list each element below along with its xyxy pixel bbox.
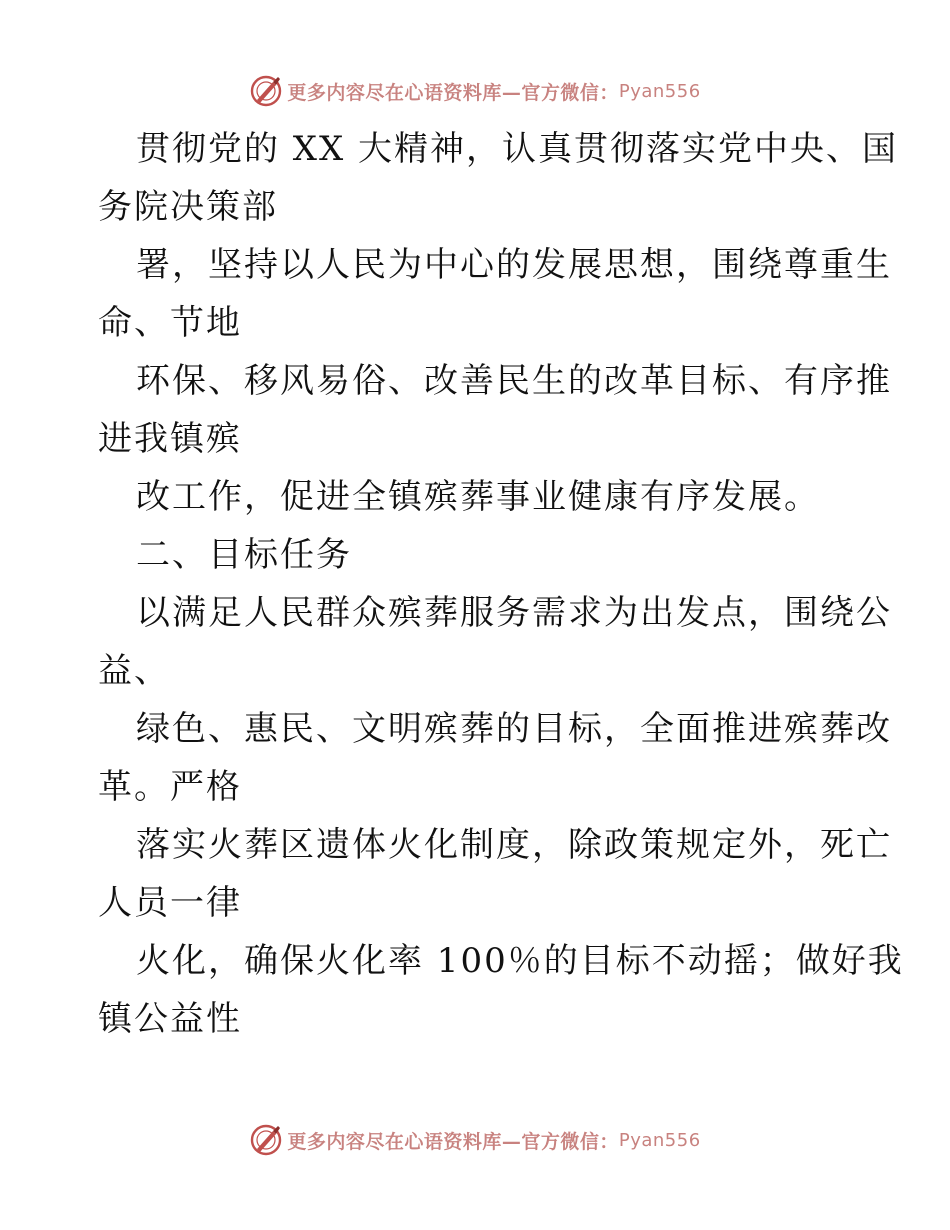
body-line-4: 命、节地 xyxy=(98,303,242,343)
footer-banner-text: 更多内容尽在心语资料库—官方微信： xyxy=(287,1130,619,1153)
body-line-11: 绿色、惠民、文明殡葬的目标，全面推进殡葬改 xyxy=(136,709,892,749)
body-line-12: 革。严格 xyxy=(98,767,242,807)
footer-banner xyxy=(0,1120,950,1160)
footer-wechat-id: Pyan556 xyxy=(618,1129,701,1151)
body-line-10: 益、 xyxy=(98,651,170,691)
body-line-9: 以满足人民群众殡葬服务需求为出发点，围绕公 xyxy=(136,593,892,633)
document-body xyxy=(98,120,904,1048)
body-line-16: 镇公益性 xyxy=(98,999,242,1039)
header-banner-text: 更多内容尽在心语资料库—官方微信： xyxy=(287,81,619,104)
body-line-13: 落实火葬区遗体火化制度，除政策规定外，死亡 xyxy=(136,825,892,865)
body-line-1: 贯彻党的 XX 大精神，认真贯彻落实党中央、国 xyxy=(136,129,899,169)
body-line-7: 改工作，促进全镇殡葬事业健康有序发展。 xyxy=(136,477,820,517)
pen-emblem-icon xyxy=(249,74,283,108)
body-line-15: 火化，确保火化率 100％的目标不动摇；做好我 xyxy=(136,941,904,981)
section-heading: 二、目标任务 xyxy=(136,535,352,575)
pen-emblem-icon xyxy=(249,1123,283,1157)
body-line-2: 务院决策部 xyxy=(98,187,278,227)
body-line-3: 署，坚持以人民为中心的发展思想，围绕尊重生 xyxy=(136,245,892,285)
header-wechat-id: Pyan556 xyxy=(618,80,701,102)
body-line-6: 进我镇殡 xyxy=(98,419,242,459)
header-banner xyxy=(0,71,950,111)
body-line-14: 人员一律 xyxy=(98,883,242,923)
body-line-5: 环保、移风易俗、改善民生的改革目标、有序推 xyxy=(136,361,892,401)
